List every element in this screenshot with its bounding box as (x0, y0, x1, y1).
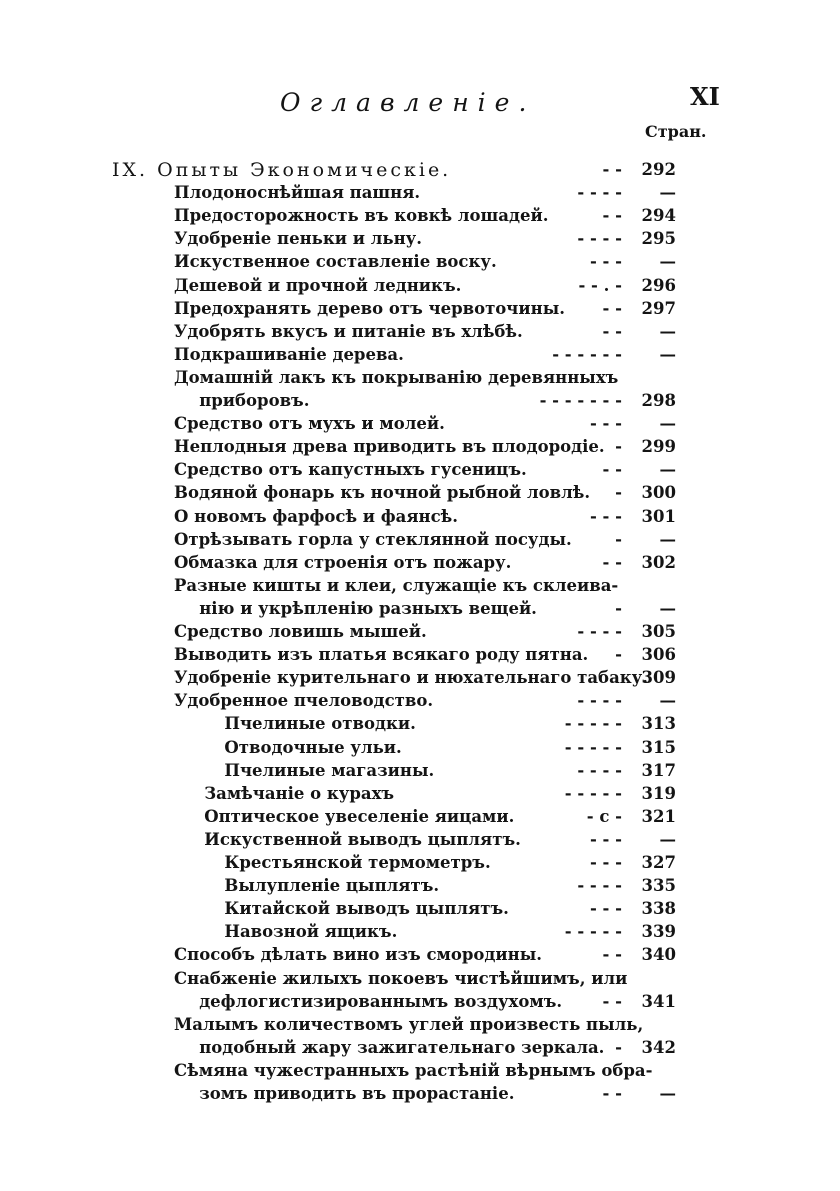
toc-leader-dashes: - - (602, 460, 622, 480)
toc-leader-dashes: - - - - - (564, 737, 622, 757)
toc-entry (199, 1036, 680, 1060)
toc-page-number: 296 (641, 275, 676, 295)
toc-entry-title: Пчелиные магазины. (224, 760, 435, 780)
toc-entry-title: Удобреніе курительнаго и нюхательнаго табаку. (174, 668, 648, 688)
toc-entry-title: Способъ дѣлать вино изъ смородины. (174, 945, 542, 965)
toc-page-number: 292 (641, 160, 676, 179)
toc-entry (174, 481, 680, 505)
toc-entry (174, 320, 680, 344)
toc-entry (174, 967, 680, 991)
toc-entry-title: Удобрять вкусъ и питаніе въ хлѣбѣ. (174, 321, 523, 341)
toc-entry-title: Плодоноснѣйшая пашня. (174, 183, 421, 203)
toc-page-number: — (659, 691, 676, 711)
toc-entry-title: Сѣмяна чужестранныхъ растѣній вѣрнымъ обра- (174, 1060, 653, 1080)
toc-page-number: 294 (641, 206, 676, 226)
toc-page-number: 340 (641, 945, 676, 965)
toc-entry (199, 1082, 680, 1106)
toc-entry (174, 227, 680, 251)
toc-entry (224, 759, 680, 783)
toc-entry (174, 1013, 680, 1037)
toc-entry (174, 181, 680, 205)
toc-entry-title: Отрѣзывать горла у стеклянной посуды. (174, 529, 572, 549)
toc-entry (112, 158, 680, 182)
toc-entry (199, 597, 680, 621)
toc-leader-dashes: - - - - - (564, 714, 622, 734)
toc-entry-title: Снабженіе жилыхъ покоевъ чистѣйшимъ, или (174, 968, 628, 988)
toc-page-number: 317 (641, 760, 676, 780)
toc-entry-title: Удобреніе пеньки и льну. (174, 229, 422, 249)
toc-entry-title: подобный жару зажигательнаго зеркала. (199, 1037, 605, 1057)
toc-entry-title: Предохранять дерево отъ червоточины. (174, 298, 565, 318)
toc-entry (174, 366, 680, 390)
toc-page-number: 302 (641, 552, 676, 572)
toc-page-number: — (659, 1084, 676, 1103)
toc-entry-title: Разные кишты и клеи, служащіе къ склеива- (174, 575, 619, 595)
toc-entry (204, 828, 680, 852)
toc-page-number: 313 (641, 714, 676, 734)
toc-leader-dashes: - - (602, 991, 622, 1011)
toc-leader-dashes: - - - - (577, 622, 622, 641)
toc-entry-title: Искуственное составленіе воску. (174, 252, 497, 272)
toc-leader-dashes: - - . - (578, 275, 622, 295)
toc-page-number: 342 (641, 1037, 676, 1057)
toc-entry-title: Навозной ящикъ. (224, 922, 398, 942)
toc-page-number: 341 (641, 991, 676, 1011)
toc-page-number: 335 (641, 876, 676, 896)
toc-entry-title: зомъ приводить въ прорастаніе. (199, 1084, 515, 1103)
page-title: Оглавленіе. (280, 88, 536, 117)
toc-entry (174, 458, 680, 482)
toc-entry (204, 782, 680, 806)
toc-page-number: 301 (641, 506, 676, 526)
toc-entry-title: Средство ловишь мышей. (174, 622, 427, 641)
toc-page-number: 297 (641, 298, 676, 318)
toc-leader-dashes: - - - - (577, 691, 622, 711)
toc-page-number: 338 (641, 899, 676, 919)
toc-entry (224, 897, 680, 921)
toc-entry-title: Замѣчаніе о курахъ (204, 783, 395, 803)
toc-entry-title: IX. Опыты Экономическіе. (112, 159, 452, 181)
toc-leader-dashes: - - - - - - (552, 344, 622, 364)
toc-page-number: — (659, 344, 676, 364)
toc-entry (174, 297, 680, 321)
toc-entry (174, 666, 680, 690)
toc-entry (199, 990, 680, 1014)
toc-page-number: — (659, 414, 676, 434)
toc-entry-title: Вылупленіе цыплятъ. (224, 876, 440, 896)
toc-entry (199, 389, 680, 413)
page-column-heading: Стран. (645, 122, 707, 141)
toc-leader-dashes: - - (602, 298, 622, 318)
toc-entry-title: Домашній лакъ къ покрыванію деревянныхъ (174, 367, 619, 387)
toc-page-number: 300 (641, 483, 676, 503)
toc-page-number: 298 (641, 391, 676, 410)
toc-entry (174, 1059, 680, 1083)
toc-leader-dashes: - - (602, 1084, 622, 1103)
toc-leader-dashes: - - - (589, 252, 622, 272)
toc-entry (174, 274, 680, 298)
toc-leader-dashes: - - (602, 321, 622, 341)
toc-entry (174, 435, 680, 459)
toc-page-number: — (659, 252, 676, 272)
toc-leader-dashes: - (615, 483, 622, 503)
toc-entry (224, 920, 680, 944)
toc-leader-dashes: - с - (586, 806, 622, 826)
toc-entry (174, 643, 680, 667)
toc-entry (174, 412, 680, 436)
toc-leader-dashes: - - (602, 945, 622, 965)
toc-entry (174, 343, 680, 367)
toc-page-number: 306 (641, 645, 676, 665)
toc-leader-dashes: - - - (589, 506, 622, 526)
toc-entry (174, 620, 680, 644)
toc-page-number: 309 (641, 668, 676, 688)
toc-page-number: — (659, 321, 676, 341)
toc-entry-title: Искуственной выводъ цыплятъ. (204, 829, 521, 849)
toc-leader-dashes: - - - (589, 899, 622, 919)
toc-leader-dashes: - - - - - (564, 922, 622, 942)
toc-page-number: 295 (641, 229, 676, 249)
toc-entry-title: Дешевой и прочной ледникъ. (174, 275, 462, 295)
toc-leader-dashes: - - - - (577, 760, 622, 780)
toc-entry-title: Водяной фонарь къ ночной рыбной ловлѣ. (174, 483, 591, 503)
toc-entry-title: Пчелиные отводки. (224, 714, 416, 734)
toc-entry (174, 528, 680, 552)
toc-entry-title: приборовъ. (199, 391, 310, 410)
toc-page-number: 315 (641, 737, 676, 757)
toc-entry-title: Малымъ количествомъ углей произвесть пыль, (174, 1014, 644, 1034)
toc-leader-dashes: - (615, 529, 622, 549)
toc-leader-dashes: - - (602, 206, 622, 226)
toc-leader-dashes: - - (602, 552, 622, 572)
toc-leader-dashes: - - - - (577, 183, 622, 203)
toc-entry-title: Отводочные ульи. (224, 737, 402, 757)
toc-leader-dashes: - - - - (577, 229, 622, 249)
toc-entry (224, 874, 680, 898)
toc-leader-dashes: - - (602, 160, 622, 179)
toc-page-number: 327 (641, 853, 676, 872)
toc-entry-title: Удобренное пчеловодство. (174, 691, 434, 711)
toc-leader-dashes: - - - (589, 853, 622, 872)
toc-entry (174, 505, 680, 529)
toc-page-number: 321 (641, 806, 676, 826)
toc-entry-title: дефлогистизированнымъ воздухомъ. (199, 991, 563, 1011)
toc-entry-title: Крестьянской термометръ. (224, 853, 491, 872)
toc-leader-dashes: - - - (589, 829, 622, 849)
toc-entry-title: Оптическое увеселеніе яицами. (204, 806, 515, 826)
toc-leader-dashes: - - - - - (564, 783, 622, 803)
toc-entry (204, 805, 680, 829)
toc-leader-dashes: - - - - - - - (539, 391, 622, 410)
toc-entry (174, 943, 680, 967)
toc-page-number: 305 (641, 622, 676, 641)
toc-leader-dashes: - (615, 598, 622, 618)
toc-leader-dashes: - (615, 437, 622, 457)
toc-entry (224, 712, 680, 736)
toc-entry (224, 736, 680, 760)
toc-entry (174, 689, 680, 713)
toc-page-number: 339 (641, 922, 676, 942)
toc-page-number: — (659, 829, 676, 849)
toc-entry (224, 851, 680, 875)
toc-leader-dashes: - (615, 1037, 622, 1057)
page-number: XI (690, 82, 720, 111)
toc-entry-title: Китайской выводъ цыплятъ. (224, 899, 509, 919)
toc-entry-title: нію и укрѣпленію разныхъ вещей. (199, 598, 537, 618)
toc-leader-dashes: - - - - (577, 876, 622, 896)
toc-page-number: 299 (641, 437, 676, 457)
toc-entry-title: Подкрашиваніе дерева. (174, 344, 404, 364)
toc-leader-dashes: - - - (589, 414, 622, 434)
toc-page-number: — (659, 460, 676, 480)
toc-entry-title: О новомъ фарфосѣ и фаянсѣ. (174, 506, 459, 526)
toc-entry (174, 574, 680, 598)
toc-entry-title: Неплодныя древа приводить въ плодородіе. (174, 437, 605, 457)
toc-entry (174, 204, 680, 228)
toc-entry-title: Выводить изъ платья всякаго роду пятна. (174, 645, 589, 665)
toc-page-number: 319 (641, 783, 676, 803)
toc-page-number: — (659, 183, 676, 203)
toc-entry (174, 551, 680, 575)
toc-page-number: — (659, 529, 676, 549)
toc-entry-title: Средство отъ капустныхъ гусеницъ. (174, 460, 527, 480)
toc-page-number: — (659, 598, 676, 618)
toc-entry-title: Обмазка для строенія отъ пожару. (174, 552, 512, 572)
toc-entry-title: Предосторожность въ ковкѣ лошадей. (174, 206, 549, 226)
toc-entry-title: Средство отъ мухъ и молей. (174, 414, 445, 434)
toc-leader-dashes: - (615, 645, 622, 665)
toc-entry (174, 250, 680, 274)
